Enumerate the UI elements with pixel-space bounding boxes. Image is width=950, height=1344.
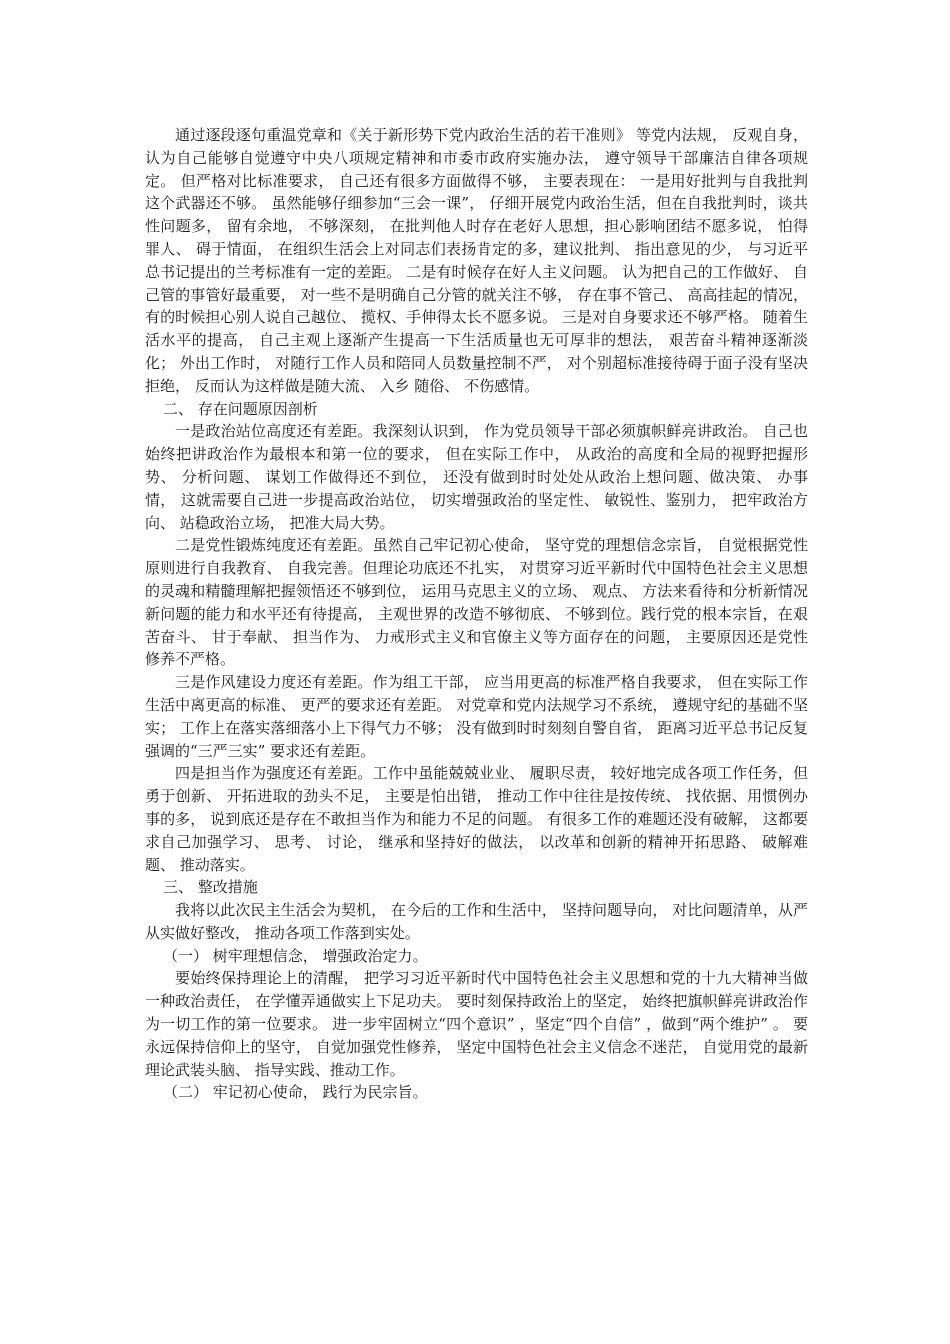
- paragraph-rectification-intro: 我将以此次民主生活会为契机， 在今后的工作和生活中， 坚持问题导向， 对比问题清单，从严从实做好整改， 推动各项工作落到实处。: [145, 901, 808, 942]
- document-body: [145, 124, 808, 1104]
- section-heading-rectification: 三、 整改措施: [163, 878, 258, 897]
- paragraph-political-stance: 一是政治站位高度还有差距。我深刻认识到， 作为党员领导干部必须旗帜鲜亮讲政治。 自己也始终把讲政治作为最根本和第一位的要求， 但在实际工作中， 从政治的高度和全局的视野把握形势、 分析问题、 谋划工作做得还不到位， 还没有做到时时处处从政治上想问题、做决策、 办事情， 这就需要自己进一步提高政治站位， 切实增强政治的坚定性、 敏锐性、鉴别力， 把牢政治方向、 站稳政治立场， 把准大局大势。: [145, 422, 808, 532]
- paragraph-work-style: 三是作风建设力度还有差距。作为组工干部， 应当用更高的标准严格自我要求， 但在实际工作生活中离更高的标准、 更严的要求还有差距。 对党章和党内法规学习不系统， 遵规守纪的基础不坚实； 工作上在落实落细落小上下得气力不够； 没有做到时时刻刻自警自省， 距离习近平总书记反复强调的“三严三实” 要求还有差距。: [145, 673, 808, 760]
- section-heading-cause-analysis: 二、 存在问题原因剖析: [163, 399, 318, 418]
- paragraph-ideals: 要始终保持理论上的清醒， 把学习习近平新时代中国特色社会主义思想和党的十九大精神当做一种政治责任， 在学懂弄通做实上下足功夫。 要时刻保持政治上的坚定， 始终把旗帜鲜亮讲政治作为一切工作的第一位要求。 进一步牢固树立“四个意识” ，坚定“四个自信” ，做到“两个维护” 。 要永远保持信仰上的坚守， 自觉加强党性修养， 坚定中国特色社会主义信念不迷茫， 自觉用党的最新理论武装头脑、 指导实践、推动工作。: [145, 969, 808, 1079]
- paragraph-party-spirit: 二是党性锻炼纯度还有差距。虽然自己牢记初心使命， 坚守党的理想信念宗旨， 自觉根据党性原则进行自我教育、 自我完善。但理论功底还不扎实， 对贯穿习近平新时代中国特色社会主义思想的灵魂和精髓理解把握领悟还不够到位， 运用马克思主义的立场、 观点、 方法来看待和分析新情况新问题的能力和水平还有待提高， 主观世界的改造不够彻底、 不够到位。践行党的根本宗旨，在艰苦奋斗、 甘于奉献、 担当作为、 力戒形式主义和官僚主义等方面存在的问题， 主要原因还是党性修养不严格。: [145, 536, 808, 669]
- subheading-ideals: （一） 树牢理想信念， 增强政治定力。: [163, 946, 428, 965]
- paragraph-responsibility: 四是担当作为强度还有差距。工作中虽能兢兢业业、 履职尽责， 较好地完成各项工作任务，但勇于创新、 开拓进取的劲头不足， 主要是怕出错， 推动工作中往往是按传统、 找依据、用惯例办事的多， 说到底还是存在不敢担当作为和能力不足的问题。 有很多工作的难题还没有破解， 这都要求自己加强学习、 思考、 讨论， 继承和坚持好的做法， 以改革和创新的精神开拓思路、 破解难题、 推动落实。: [145, 764, 808, 874]
- paragraph-self-examination: 通过逐段逐句重温党章和《关于新形势下党内政治生活的若干准则》 等党内法规， 反观自身， 认为自己能够自觉遵守中央八项规定精神和市委市政府实施办法， 遵守领导干部廉洁自律各项规定。 但严格对比标准要求， 自己还有很多方面做得不够， 主要表现在： 一是用好批判与自我批判这个武器还不够。 虽然能够仔细参加“三会一课”， 仔细开展党内政治生活，但在自我批判时，谈共性问题多， 留有余地， 不够深刻， 在批判他人时存在老好人思想，担心影响团结不愿多说， 怕得罪人、 碍于情面， 在组织生活会上对同志们表扬肯定的多，建议批判、 指出意见的少， 与习近平总书记提出的兰考标准有一定的差距。 二是有时候存在好人主义问题。 认为把自己的工作做好、 自己管的事管好最重要， 对一些不是明确自己分管的就关注不够， 存在事不管己、 高高挂起的情况， 有的时候担心别人说自己越位、 揽权、手伸得太长不愿多说。 三是对自身要求还不够严格。 随着生活水平的提高， 自己主观上逐渐产生提高一下生活质量也无可厚非的想法， 艰苦奋斗精神逐渐淡化； 外出工作时， 对随行工作人员和陪同人员数量控制不严， 对个别超标准接待碍于面子没有坚决拒绝， 反而认为这样做是随大流、 入乡 随俗、 不伤感情。: [145, 126, 808, 395]
- subheading-mission: （二） 牢记初心使命， 践行为民宗旨。: [163, 1083, 428, 1102]
